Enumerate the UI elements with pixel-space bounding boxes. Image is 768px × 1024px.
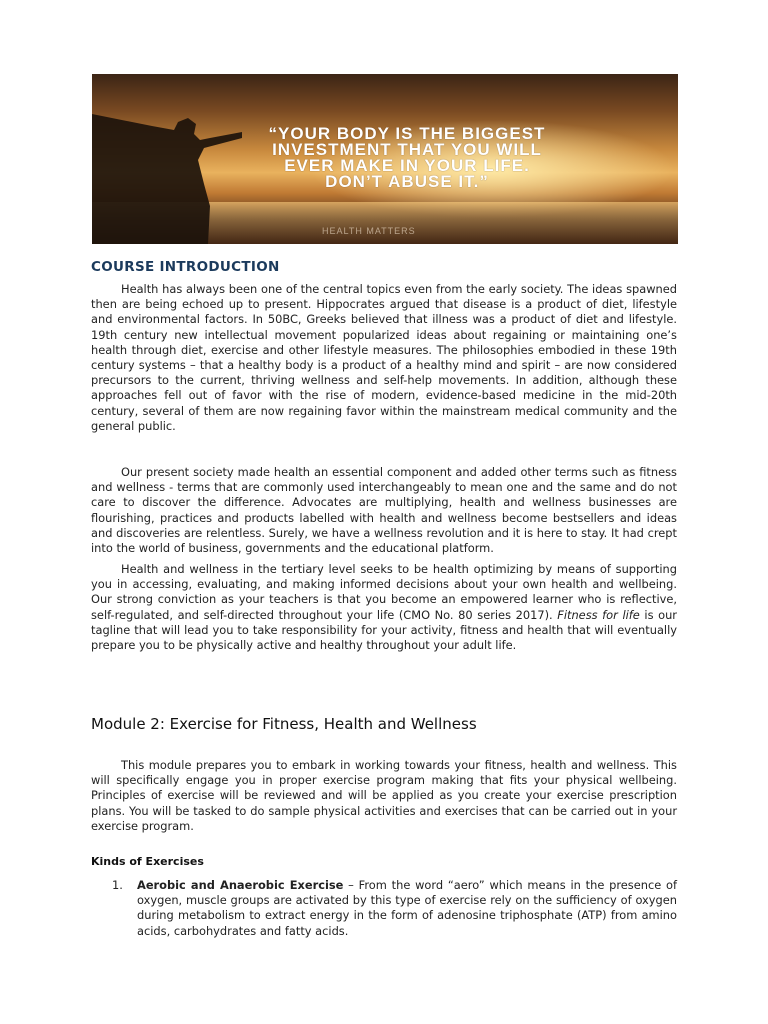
quote-line-3: EVER MAKE IN YOUR LIFE. (284, 156, 530, 175)
course-paragraph-1: Health has always been one of the central topics even from the early society. The ideas spawned then are being echoed up to present. Hippocrates argued that disease is a product of diet, lifestyle and environmental factors. In 50BC, Greeks believed that illness was a product of diet and lifestyle. 19th century new intellectual movement popularized ideas about regaining or maintaining one’s health through diet, exercise and other lifestyle measures. The philosophies embodied in these 19th century systems – that a healthy body is a product of a healthy mind and spirit – are now considered precursors to the current, thriving wellness and self-help movements. In addition, although these approaches fell out of favor with the rise of modern, evidence-based medicine in the mid-20th century, several of them are now regaining favor within the mainstream medical community and the general public. (91, 282, 677, 433)
list-item-text (137, 878, 677, 939)
course-paragraph-2: Our present society made health an essential component and added other terms such as fitness and wellness - terms that are commonly used interchangeably to mean one and the same and do not care to discover the difference. Advocates are multiplying, health and wellness businesses are flourishing, practices and products labelled with health and wellness become bestsellers and ideas and discoveries are relentless. Surely, we have a wellness revolution and it is here to stay. It had crept into the world of business, governments and the educational platform. (91, 465, 677, 556)
module-paragraph-1: This module prepares you to embark in working towards your fitness, health and wellness. This will specifically engage you in proper exercise program making that fits your physical wellbeing. Principles of exercise will be reviewed and will be applied as you create your exercise prescription plans. You will be tasked to do sample physical activities and exercises that can be carried out in your exercise program. (91, 758, 677, 833)
course-paragraph-3 (91, 562, 677, 653)
quote-line-4: DON’T ABUSE IT.” (325, 172, 489, 191)
list-item-body: – From the word “aero” which means in the presence of oxygen, muscle groups are activated by this type of exercise rely on the sufficiency of oxygen during metabolism to extract energy in the form of adenosine triphosphate (ATP) from amino acids, carbohydrates and fatty acids. (137, 878, 677, 938)
quote-banner-image (92, 74, 678, 244)
tagline-emphasis: Fitness for life (557, 607, 640, 622)
course-introduction-heading: COURSE INTRODUCTION (91, 259, 280, 275)
list-item-number: 1. (112, 878, 123, 892)
quote-line-2: INVESTMENT THAT YOU WILL (272, 140, 542, 159)
banner-quote (152, 126, 662, 190)
module-heading: Module 2: Exercise for Fitness, Health and Wellness (91, 715, 477, 733)
list-item-title: Aerobic and Anaerobic Exercise (137, 878, 344, 892)
course-paragraph-3-part-a: Health and wellness in the tertiary level seeks to be health optimizing by means of supporting you in accessing, evaluating, and making informed decisions about your own health and wellbeing. Our strong conviction as your teachers is that you become an empowered learner who is reflective, self-regulated, and self-directed throughout your life (CMO No. 80 series 2017). (91, 562, 677, 622)
kinds-of-exercises-heading: Kinds of Exercises (91, 855, 204, 868)
quote-line-1: “YOUR BODY IS THE BIGGEST (268, 124, 546, 143)
banner-brand: HEALTH MATTERS (322, 226, 416, 236)
list-item (112, 878, 677, 939)
course-paragraph-3-part-b: is our tagline that will lead you to take responsibility for your activity, fitness and health that will eventually prepare you to be physically active and healthy throughout your adult life. (91, 607, 677, 653)
